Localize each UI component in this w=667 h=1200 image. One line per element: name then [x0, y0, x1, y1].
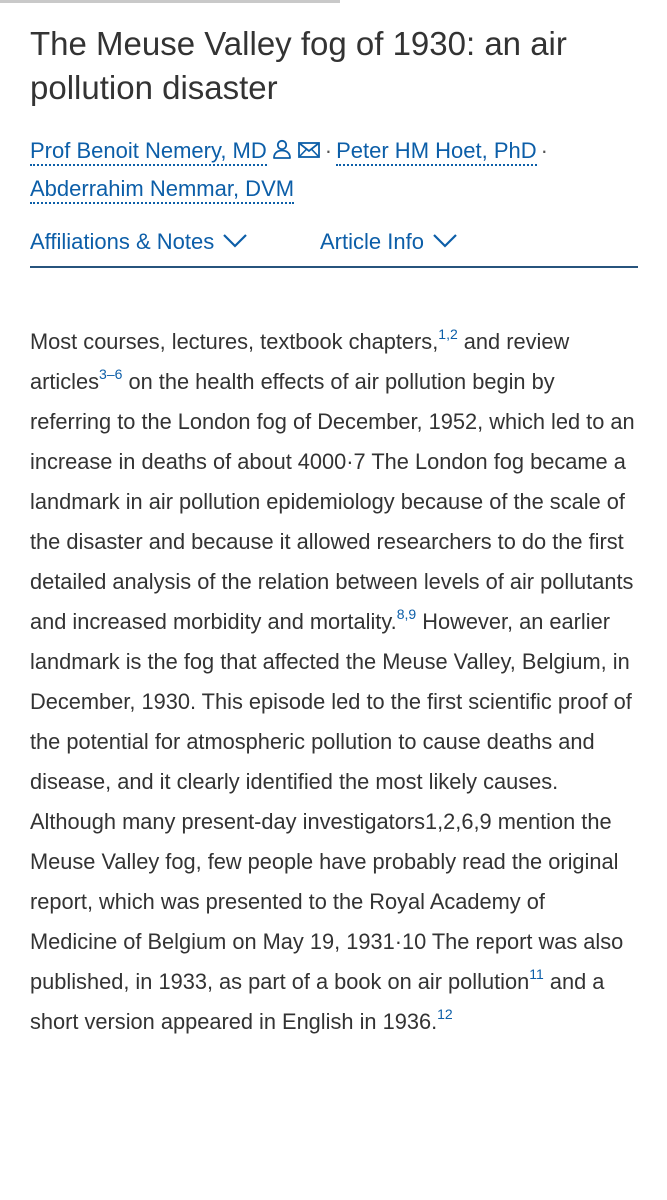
article-toggles: [30, 226, 638, 268]
chevron-down-icon: [432, 226, 458, 258]
author-link-hoet[interactable]: Peter HM Hoet, PhD: [336, 138, 537, 166]
author-list: [30, 132, 638, 208]
author-link-nemmar[interactable]: Abderrahim Nemmar, DVM: [30, 176, 294, 204]
email-icon[interactable]: [297, 140, 321, 160]
person-icon[interactable]: [271, 138, 293, 160]
author-link-nemery[interactable]: Prof Benoit Nemery, MD: [30, 138, 267, 166]
body-text-segment: on the health effects of air pollution begin by referring to the London fog of December, 1952, which led to an increase in deaths of about 4000·7 The London fog became a landmark in air pollution epidemiology because of the scale of the disaster and because it allowed researchers to do the first detailed analysis of the relation between levels of air pollutants and increased morbidity and mortality.: [30, 369, 635, 634]
body-text-segment: However, an earlier landmark is the fog that affected the Meuse Valley, Belgium, in December, 1930. This episode led to the first scientific proof of the potential for atmospheric pollution to cause deaths and disease, and it clearly identified the most likely causes. Although many present-day investigators1,2,6,9 mention the Meuse Valley fog, few people have probably read the original report, which was presented to the Royal Academy of Medicine of Belgium on May 19, 1931·10 The report was also published, in 1933, as part of a book on air pollution: [30, 609, 632, 994]
article-info-toggle[interactable]: [320, 226, 458, 258]
reference-link[interactable]: 1,2: [438, 326, 458, 342]
reference-link[interactable]: 3–6: [99, 366, 123, 382]
body-text-segment: and review articles: [30, 329, 570, 394]
reference-link[interactable]: 11: [529, 966, 544, 982]
affiliations-notes-toggle[interactable]: [30, 226, 248, 258]
chevron-down-icon: [222, 226, 248, 258]
author-separator: ·: [324, 138, 333, 163]
article-title: The Meuse Valley fog of 1930: an air pollution disaster: [30, 25, 567, 106]
body-text-segment: Most courses, lectures, textbook chapters,: [30, 329, 439, 354]
article-body-paragraph: [30, 322, 638, 1042]
reference-link[interactable]: 12: [437, 1006, 453, 1022]
body-text-segment: and a short version appeared in English in 1936.: [30, 969, 605, 1034]
article-info-label: Article Info: [320, 229, 424, 254]
affiliations-notes-label: Affiliations & Notes: [30, 229, 215, 254]
top-divider: [0, 0, 340, 3]
reference-link[interactable]: 8,9: [396, 606, 417, 622]
author-separator: ·: [540, 138, 548, 163]
